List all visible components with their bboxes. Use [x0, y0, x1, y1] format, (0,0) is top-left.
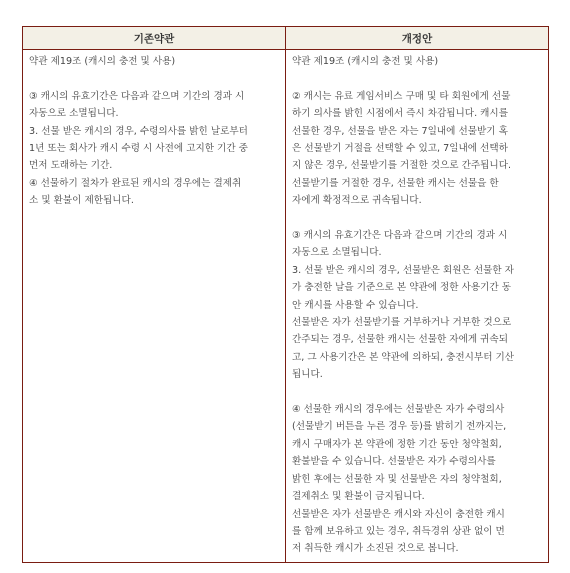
text-line: 3. 선물 받은 캐시의 경우, 선물받은 회원은 선물한 자 [292, 264, 514, 276]
text-line: ④ 선물한 캐시의 경우에는 선물받은 자가 수령의사 [292, 404, 505, 416]
text-line: 소 및 환불이 제한됩니다. [29, 195, 134, 207]
text-line: 선물받은 자가 선물받은 캐시와 자신이 충전한 캐시 [292, 508, 505, 520]
text-line: 결제취소 및 환불이 금지됩니다. [292, 491, 425, 503]
text-line: ④ 선물하기 절차가 완료된 캐시의 경우에는 결제취 [29, 177, 242, 189]
text-line: 고, 그 사용기간은 본 약관에 의하되, 충전시부터 기산 [292, 351, 515, 363]
text-line: 약관 제19조 (캐시의 충전 및 사용) [292, 56, 439, 67]
text-line: 은 선물받기 거절을 선택할 수 있고, 7일내에 선택하 [292, 143, 508, 155]
text-line: 선물한 경우, 선물을 받은 자는 7일내에 선물받기 혹 [292, 125, 508, 137]
text-line: 를 함께 보유하고 있는 경우, 취득경위 상관 없이 먼 [292, 525, 505, 537]
text-line: 저 취득한 캐시가 소진된 것으로 봅니다. [292, 543, 459, 555]
text-line: 자동으로 소멸됩니다. [292, 247, 382, 259]
text-line: ③ 캐시의 유효기간은 다음과 같으며 기간의 경과 시 [29, 90, 245, 102]
text-line: 선물받은 자가 선물받기를 거부하거나 거부한 것으로 [292, 317, 512, 329]
blank-line [29, 70, 279, 87]
text-line: 자에게 확정적으로 귀속됩니다. [292, 195, 422, 207]
header-existing-terms: 기존약관 [23, 27, 286, 50]
header-row [23, 27, 549, 50]
text-line: 가 충전한 날을 기준으로 본 약관에 정한 사용기간 동 [292, 282, 512, 294]
blank-line [292, 210, 542, 227]
text-line: 하기 의사를 밝힌 시점에서 즉시 차감됩니다. 캐시를 [292, 108, 508, 120]
text-line: 자동으로 소멸됩니다. [29, 108, 119, 120]
revised-terms-text [286, 50, 549, 563]
text-line: ③ 캐시의 유효기간은 다음과 같으며 기간의 경과 시 [292, 230, 508, 242]
text-line: 밝힌 후에는 선물한 자 및 선물받은 자의 청약철회, [292, 473, 502, 485]
text-line: 선물받기를 거절한 경우, 선물한 캐시는 선물을 한 [292, 177, 499, 189]
text-line: 지 않은 경우, 선물받기를 거절한 것으로 간주됩니다. [292, 160, 512, 172]
text-line: 안 캐시를 사용할 수 있습니다. [292, 299, 419, 311]
blank-line [292, 70, 542, 87]
text-line: 약관 제19조 (캐시의 충전 및 사용) [29, 56, 176, 67]
text-line: 3. 선물 받은 캐시의 경우, 수령의사를 밝힌 날로부터 [29, 125, 248, 137]
text-line: 캐시 구매자가 본 약관에 정한 기간 동안 청약철회, [292, 438, 502, 450]
text-line: ② 캐시는 유료 게임서비스 구매 및 타 회원에게 선물 [292, 90, 511, 102]
existing-terms-text [23, 50, 286, 563]
text-line: 먼저 도래하는 기간. [29, 160, 113, 172]
text-line: 됩니다. [292, 369, 323, 381]
terms-comparison-table [22, 26, 549, 563]
content-row [23, 50, 549, 563]
blank-line [292, 384, 542, 401]
header-revised-terms: 개정안 [286, 27, 549, 50]
text-line: 간주되는 경우, 선물한 캐시는 선물한 자에게 귀속되 [292, 334, 508, 346]
text-line: 1년 또는 회사가 캐시 수령 시 사전에 고지한 기간 중 [29, 143, 248, 155]
text-line: (선물받기 버튼을 누른 경우 등)를 밝히기 전까지는, [292, 421, 507, 433]
text-line: 환불받을 수 있습니다. 선물받은 자가 수령의사를 [292, 456, 496, 468]
